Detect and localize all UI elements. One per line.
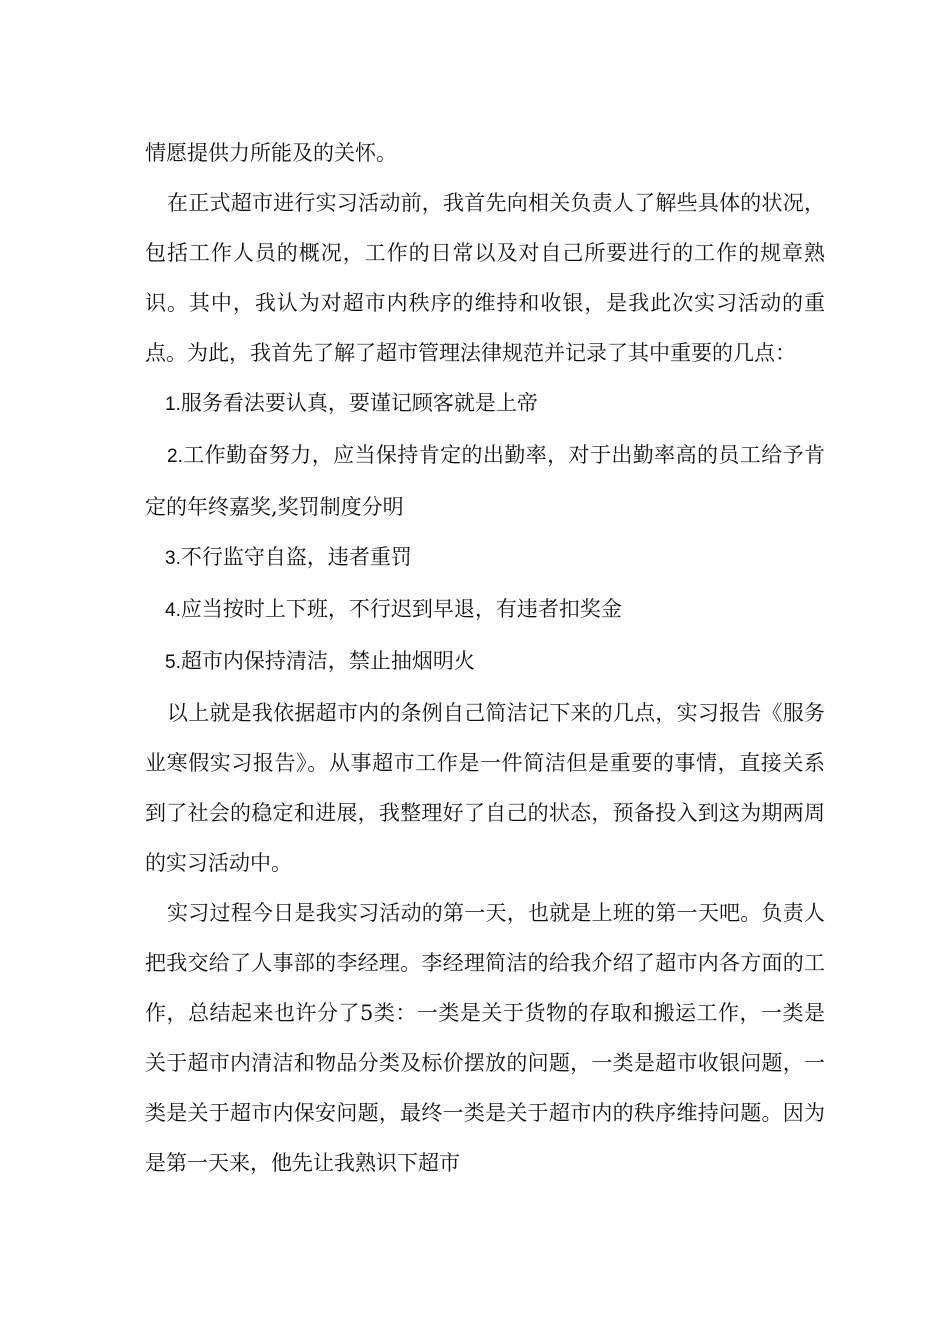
list-item [145,430,825,532]
paragraph-3: 以上就是我依据超市内的条例自己简洁记下来的几点，实习报告《服务业寒假实习报告》。从事超市工作是一件简洁但是重要的事情，直接关系到了社会的稳定和进展，我整理好了自己的状态，预备投入到这为期两周的实习活动中。 [145,701,825,875]
list-item-text: 不行监守自盗，违者重罚 [180,545,412,569]
list-item-text: 服务看法要认真，要谨记顾客就是上帝 [180,391,538,415]
list-item-text: 超市内保持清洁，禁止抽烟明火 [180,649,475,673]
list-item-number: 5. [165,652,181,673]
list-item [145,584,825,636]
list-item-number: 1. [165,394,181,415]
list-item-text: 工作勤奋努力，应当保持肯定的出勤率，对于出勤率高的员工给予肯定的年终嘉奖,奖罚制度分明 [145,443,825,519]
list-item [145,532,825,584]
list-item-number: 3. [165,548,181,569]
list-item [145,378,825,430]
document-body [145,128,825,1188]
list-item-text: 应当按时上下班，不行迟到早退，有违者扣奖金 [180,597,622,621]
paragraph-4: 实习过程今日是我实习活动的第一天，也就是上班的第一天吧。负责人把我交给了人事部的李经理。李经理简洁的给我介绍了超市内各方面的工作，总结起来也许分了5类：一类是关于货物的存取和搬运工作，一类是关于超市内清洁和物品分类及标价摆放的问题，一类是超市收银问题，一类是关于超市内保安问题，最终一类是关于超市内的秩序维持问题。因为是第一天来，他先让我熟识下超市 [145,901,825,1175]
list-item-number: 4. [165,600,181,621]
list-item [145,636,825,688]
list-item-number: 2. [167,446,183,467]
paragraph-2: 在正式超市进行实习活动前，我首先向相关负责人了解些具体的状况，包括工作人员的概况，工作的日常以及对自己所要进行的工作的规章熟识。其中，我认为对超市内秩序的维持和收银，是我此次实习活动的重点。为此，我首先了解了超市管理法律规范并记录了其中重要的几点： [145,191,825,365]
paragraph-1: 情愿提供力所能及的关怀。 [145,141,397,165]
